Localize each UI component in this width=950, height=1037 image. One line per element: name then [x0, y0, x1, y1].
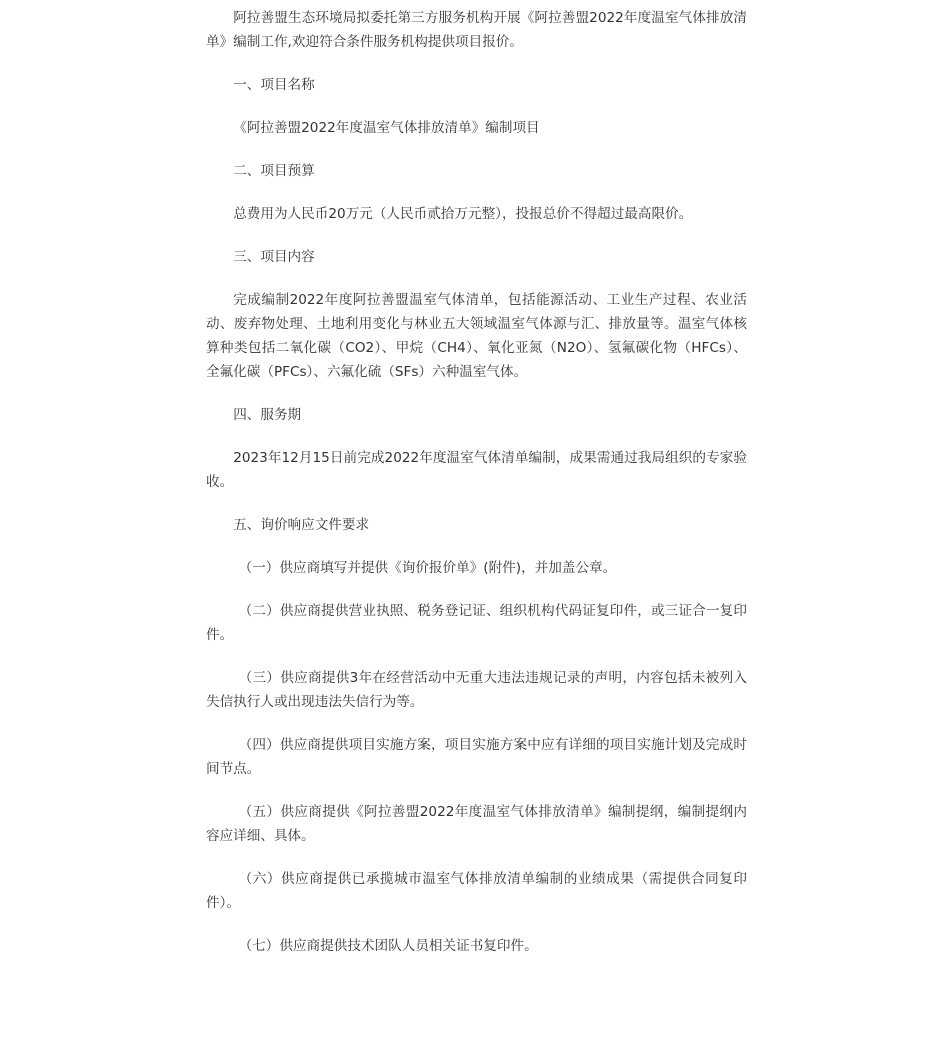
service-period-paragraph: 2023年12月15日前完成2022年度温室气体清单编制，成果需通过我局组织的专家验收。 — [206, 450, 747, 490]
section-heading-project-name: 一、项目名称 — [233, 77, 315, 93]
section-heading-content: 三、项目内容 — [233, 249, 315, 265]
requirement-item-3: （三）供应商提供3年在经营活动中无重大违法违规记录的声明，内容包括未被列入失信执行人或出现违法失信行为等。 — [206, 670, 747, 710]
requirement-item-6: （六）供应商提供已承揽城市温室气体排放清单编制的业绩成果（需提供合同复印件）。 — [206, 871, 747, 911]
requirement-item-7: （七）供应商提供技术团队人员相关证书复印件。 — [238, 938, 538, 954]
project-name-paragraph: 《阿拉善盟2022年度温室气体排放清单》编制项目 — [233, 120, 540, 136]
section-heading-requirements: 五、询价响应文件要求 — [233, 517, 370, 533]
intro-paragraph: 阿拉善盟生态环境局拟委托第三方服务机构开展《阿拉善盟2022年度温室气体排放清单》编制工作,欢迎符合条件服务机构提供项目报价。 — [206, 10, 747, 50]
content-paragraph: 完成编制2022年度阿拉善盟温室气体清单，包括能源活动、工业生产过程、农业活动、废弃物处理、土地利用变化与林业五大领域温室气体源与汇、排放量等。温室气体核算种类包括二氧化碳（CO2）、甲烷（CH4）、氧化亚氮（N2O）、氢氟碳化物（HFCs）、全氟化碳（PFCs）、六氟化硫（SFs）六种温室气体。 — [206, 292, 747, 380]
section-heading-service-period: 四、服务期 — [233, 407, 302, 423]
requirement-item-2: （二）供应商提供营业执照、税务登记证、组织机构代码证复印件，或三证合一复印件。 — [206, 603, 747, 643]
requirement-item-1: （一）供应商填写并提供《询价报价单》(附件)，并加盖公章。 — [238, 560, 617, 576]
section-heading-budget: 二、项目预算 — [233, 163, 315, 179]
document-body — [206, 6, 747, 977]
requirement-item-4: （四）供应商提供项目实施方案，项目实施方案中应有详细的项目实施计划及完成时间节点。 — [206, 737, 747, 777]
budget-paragraph: 总费用为人民币20万元（人民币贰拾万元整），投报总价不得超过最高限价。 — [233, 206, 693, 222]
requirement-item-5: （五）供应商提供《阿拉善盟2022年度温室气体排放清单》编制提纲，编制提纲内容应详细、具体。 — [206, 804, 747, 844]
